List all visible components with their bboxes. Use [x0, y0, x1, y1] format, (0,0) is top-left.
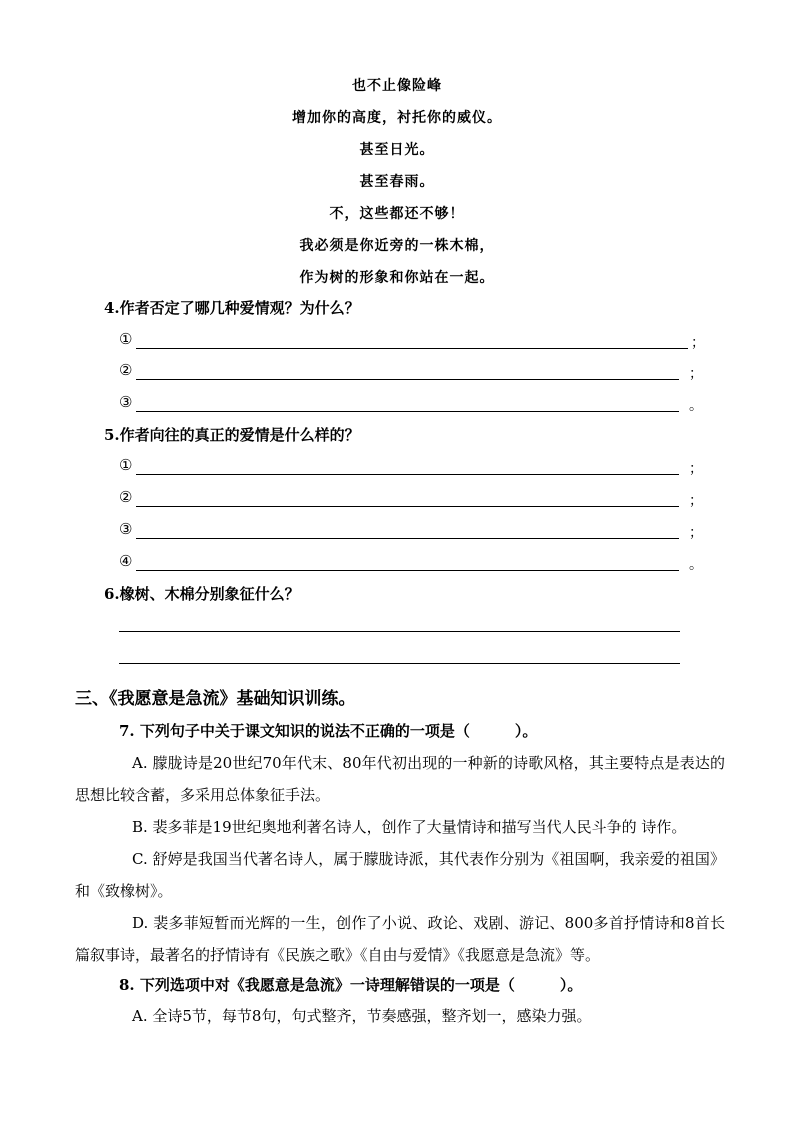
option-7c: C. 舒婷是我国当代著名诗人，属于朦胧诗派，其代表作分别为《祖国啊，我亲爱的祖国》和《致橡树》。 — [75, 850, 725, 900]
question-7: 7. 下列句子中关于课文知识的说法不正确的一项是（ ）。 — [119, 722, 538, 740]
answer-row[interactable] — [119, 552, 703, 574]
answer-number: ③ — [119, 520, 133, 538]
poem-line-7: 作为树的形象和你站在一起。 — [299, 270, 495, 286]
answer-row[interactable] — [119, 361, 703, 383]
answer-number: ② — [119, 361, 133, 379]
section-heading: 三、《我愿意是急流》基础知识训练。 — [75, 689, 356, 709]
question-6: 6.橡树、木棉分别象征什么？ — [104, 585, 300, 603]
question-8: 8. 下列选项中对《我愿意是急流》一诗理解错误的一项是（ ）。 — [119, 976, 583, 994]
answer-end-mark: ； — [689, 461, 703, 477]
poem-line-6: 我必须是你近旁的一株木棉， — [299, 238, 495, 254]
answer-row[interactable] — [119, 330, 705, 352]
option-7b: B. 裴多菲是19世纪奥地利著名诗人，创作了大量情诗和描写当代人民斗争的 诗作。 — [132, 818, 687, 836]
answer-line[interactable] — [136, 348, 688, 349]
answer-end-mark: 。 — [689, 398, 703, 414]
answer-row[interactable] — [119, 520, 703, 542]
answer-row[interactable] — [119, 488, 703, 510]
option-7d: D. 裴多菲短暂而光辉的一生，创作了小说、政论、戏剧、游记、800多首抒情诗和8首长篇叙事诗，最著名的抒情诗有《民族之歌》《自由与爱情》《我愿意是急流》等。 — [75, 914, 725, 964]
poem-line-2: 增加你的高度，衬托你的威仪。 — [292, 110, 502, 126]
answer-number: ② — [119, 488, 133, 506]
answer-number: ① — [119, 330, 133, 348]
answer-line[interactable] — [136, 570, 679, 571]
answer-end-mark: ； — [689, 493, 703, 509]
answer-row[interactable] — [119, 393, 703, 415]
answer-line[interactable] — [136, 411, 679, 412]
question-5: 5.作者向往的真正的爱情是什么样的？ — [104, 426, 360, 444]
answer-end-mark: ； — [689, 525, 703, 541]
answer-number: ④ — [119, 552, 133, 570]
answer-line[interactable] — [136, 379, 679, 380]
answer-line[interactable] — [136, 474, 679, 475]
answer-number: ③ — [119, 393, 133, 411]
answer-line[interactable] — [136, 538, 679, 539]
poem-line-4: 甚至春雨。 — [359, 174, 435, 190]
answer-end-mark: 。 — [689, 557, 703, 573]
answer-end-mark: ； — [689, 366, 703, 382]
answer-line[interactable] — [136, 506, 679, 507]
option-7a: A. 朦胧诗是20世纪70年代末、80年代初出现的一种新的诗歌风格，其主要特点是表达的思想比较含蓄，多采用总体象征手法。 — [75, 754, 725, 804]
answer-blank-line[interactable] — [119, 631, 680, 632]
answer-end-mark: ； — [691, 335, 705, 351]
answer-number: ① — [119, 456, 133, 474]
answer-row[interactable] — [119, 456, 703, 478]
option-8a: A. 全诗5节，每节8句，句式整齐，节奏感强，整齐划一，感染力强。 — [132, 1007, 592, 1025]
poem-line-3: 甚至日光。 — [359, 142, 435, 158]
poem-line-1: 也不止像险峰 — [352, 78, 442, 94]
answer-blank-line[interactable] — [119, 663, 680, 664]
question-4: 4.作者否定了哪几种爱情观？为什么？ — [104, 299, 360, 317]
poem-line-5: 不，这些都还不够！ — [329, 206, 465, 222]
